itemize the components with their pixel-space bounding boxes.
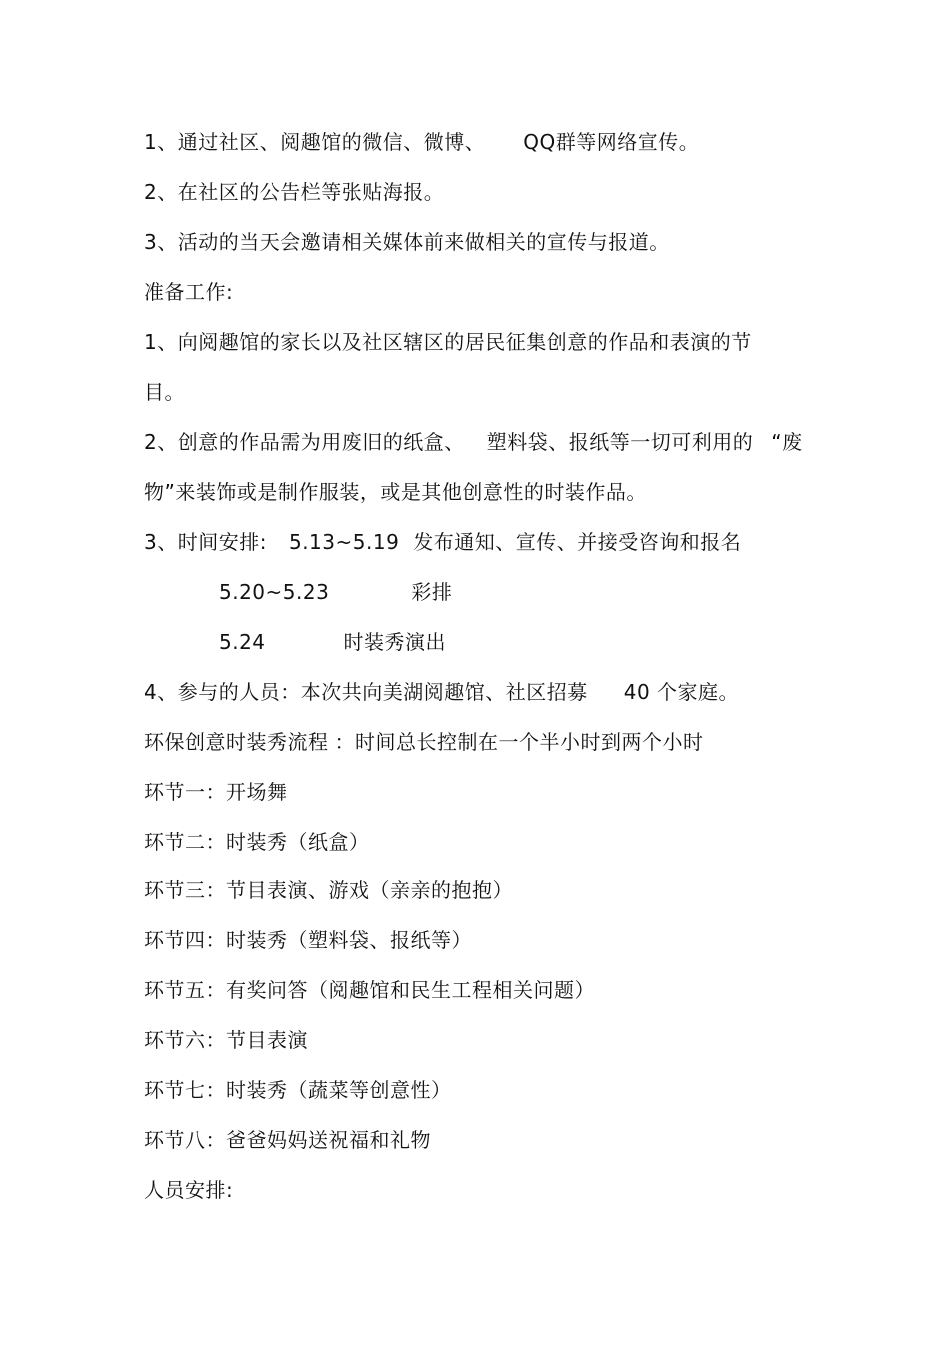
schedule-line-2 bbox=[219, 578, 452, 606]
prep-line-2-part-a: 2、创意的作品需为用废旧的纸盒、 bbox=[144, 430, 465, 454]
schedule-task-3: 时装秀演出 bbox=[343, 630, 447, 654]
segment-7: 环节七：时装秀（蔬菜等创意性） bbox=[144, 1078, 452, 1102]
prep-line-2-part-b: 塑料袋、报纸等一切可利用的 bbox=[486, 430, 754, 454]
promo-line-2: 2、在社区的公告栏等张贴海报。 bbox=[144, 180, 445, 204]
segment-4: 环节四：时装秀（塑料袋、报纸等） bbox=[144, 928, 472, 952]
segment-2: 环节二：时装秀（纸盒） bbox=[144, 830, 370, 854]
show-flow-line bbox=[144, 728, 704, 756]
prep-line-1-cont: 目。 bbox=[144, 380, 185, 404]
schedule-date-1: 5.13~5.19 bbox=[288, 530, 400, 554]
prep-line-2-part-c: “废 bbox=[771, 430, 803, 454]
schedule-line-1 bbox=[144, 528, 741, 556]
segment-5: 环节五：有奖问答（阅趣馆和民生工程相关问题） bbox=[144, 978, 595, 1002]
promo-line-1 bbox=[144, 128, 699, 156]
schedule-task-1: 发布通知、宣传、并接受咨询和报名 bbox=[413, 530, 742, 554]
participants-line bbox=[144, 678, 739, 706]
prep-line-1: 1、向阅趣馆的家长以及社区辖区的居民征集创意的作品和表演的节 bbox=[144, 330, 752, 354]
schedule-date-3: 5.24 bbox=[219, 630, 266, 654]
segment-8: 环节八：爸爸妈妈送祝福和礼物 bbox=[144, 1128, 431, 1152]
promo-line-3: 3、活动的当天会邀请相关媒体前来做相关的宣传与报道。 bbox=[144, 230, 670, 254]
schedule-line-3 bbox=[219, 628, 446, 656]
section-heading-preparation: 准备工作: bbox=[144, 280, 234, 304]
prep-line-2-cont: 物”来装饰或是制作服装，或是其他创意性的时装作品。 bbox=[144, 480, 647, 504]
segment-1: 环节一：开场舞 bbox=[144, 780, 288, 804]
section-heading-staffing: 人员安排: bbox=[144, 1178, 234, 1202]
promo-line-1-part-a: 1、通过社区、阅趣馆的微信、微博、 bbox=[144, 130, 486, 154]
schedule-label: 3、时间安排: bbox=[144, 530, 267, 554]
segment-3: 环节三：节目表演、游戏（亲亲的抱抱） bbox=[144, 878, 513, 902]
segment-6: 环节六：节目表演 bbox=[144, 1028, 308, 1052]
show-flow-label: 环保创意时装秀流程 bbox=[144, 730, 329, 754]
participants-part-a: 4、参与的人员：本次共向美湖阅趣馆、社区招募 bbox=[144, 680, 588, 704]
promo-line-1-part-b: QQ群等网络宣传。 bbox=[523, 130, 700, 154]
schedule-task-2: 彩排 bbox=[411, 580, 453, 604]
participants-part-b: 40 个家庭。 bbox=[623, 680, 740, 704]
prep-line-2 bbox=[144, 428, 803, 456]
show-flow-duration: ：时间总长控制在一个半小时到两个小时 bbox=[334, 730, 704, 754]
schedule-date-2: 5.20~5.23 bbox=[219, 580, 330, 604]
